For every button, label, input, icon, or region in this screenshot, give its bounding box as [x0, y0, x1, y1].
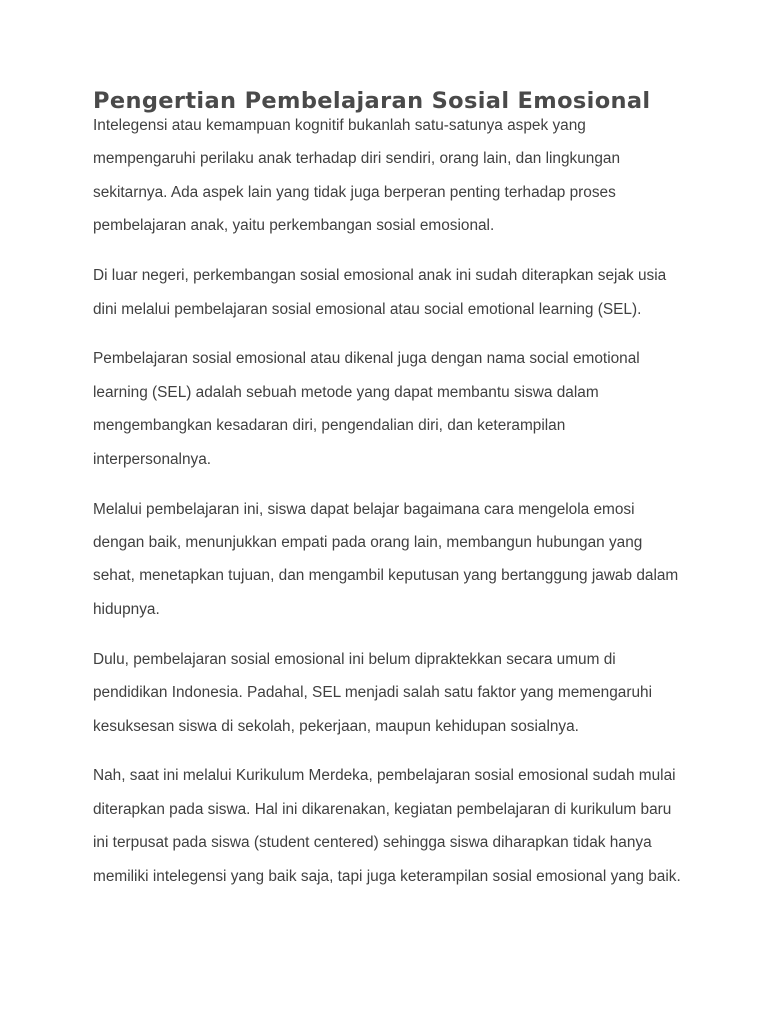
paragraph: Dulu, pembelajaran sosial emosional ini belum dipraktekkan secara umum di pendidikan Indonesia. Padahal, SEL menjadi salah satu faktor yang memengaruhi kesuksesan siswa di sekolah, pekerjaan, maupun kehidupan sosialnya.: [93, 650, 652, 735]
paragraph: Di luar negeri, perkembangan sosial emosional anak ini sudah diterapkan sejak usia dini melalui pembelajaran sosial emosional atau social emotional learning (SEL).: [93, 267, 667, 318]
paragraph: Pembelajaran sosial emosional atau dikenal juga dengan nama social emotional learning (SEL) adalah sebuah metode yang dapat membantu siswa dalam mengembangkan kesadaran diri, pengendalian diri, dan keterampilan interpersonalnya.: [93, 350, 640, 468]
paragraph: Melalui pembelajaran ini, siswa dapat belajar bagaimana cara mengelola emosi dengan baik, menunjukkan empati pada orang lain, membangun hubungan yang sehat, menetapkan tujuan, dan mengambil keputusan yang bertanggung jawab dalam hidupnya.: [93, 500, 679, 618]
document-page: [93, 86, 683, 893]
document-body: [93, 109, 683, 893]
paragraph: Nah, saat ini melalui Kurikulum Merdeka, pembelajaran sosial emosional sudah mulai diterapkan pada siswa. Hal ini dikarenakan, kegiatan pembelajaran di kurikulum baru ini terpusat pada siswa (student centered) sehingga siswa diharapkan tidak hanya memiliki intelegensi yang baik saja, tapi juga keterampilan sosial emosional yang baik.: [93, 767, 681, 885]
page-title: Pengertian Pembelajaran Sosial Emosional: [93, 88, 651, 114]
paragraph: Intelegensi atau kemampuan kognitif bukanlah satu-satunya aspek yang mempengaruhi perilaku anak terhadap diri sendiri, orang lain, dan lingkungan sekitarnya. Ada aspek lain yang tidak juga berperan penting terhadap proses pembelajaran anak, yaitu perkembangan sosial emosional.: [93, 117, 621, 235]
